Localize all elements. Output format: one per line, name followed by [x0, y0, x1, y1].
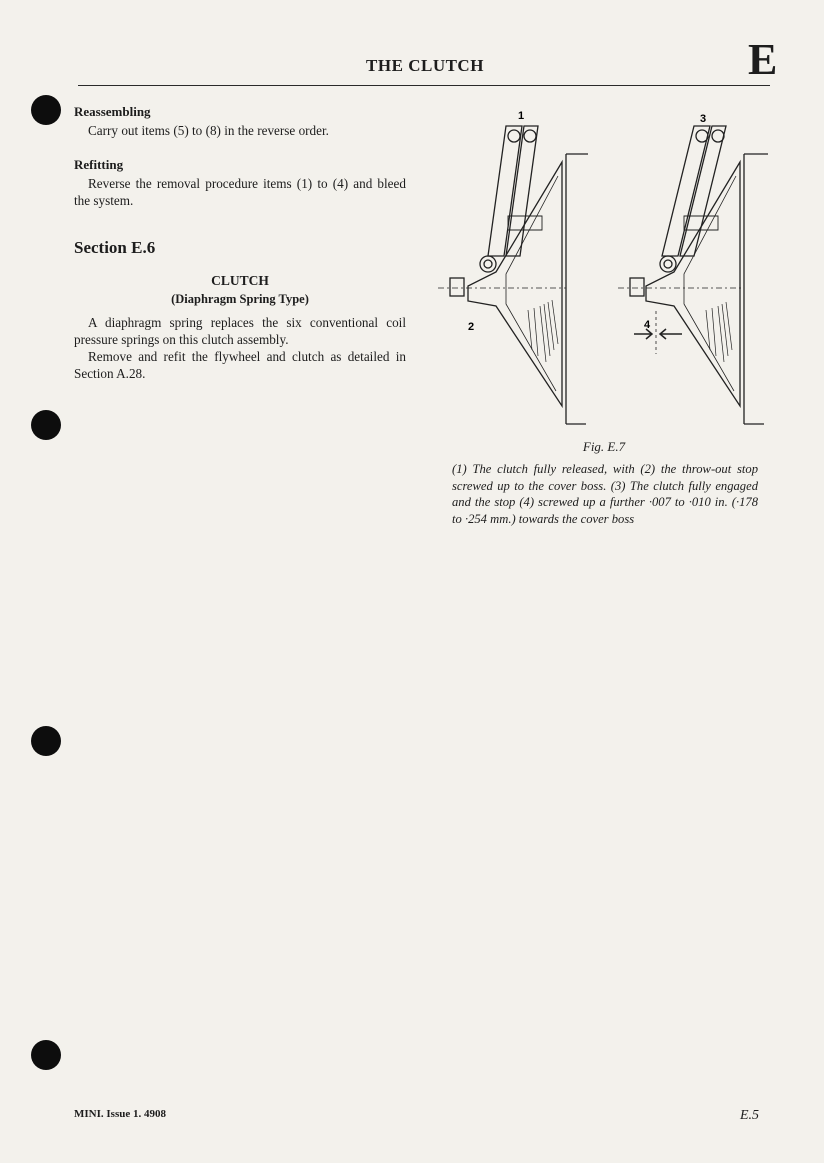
clutch-diagram	[438, 106, 770, 436]
reassembling-block	[74, 103, 406, 139]
figure-label-3: 3	[700, 113, 707, 125]
reassembling-text: Carry out items (5) to (8) in the reverse order.	[88, 123, 329, 138]
figure-label-4: 4	[644, 319, 651, 331]
figure-label-1: 1	[518, 110, 525, 122]
binder-hole	[31, 726, 61, 756]
section-title: CLUTCH	[211, 273, 269, 288]
section-heading: Section E.6	[74, 238, 156, 257]
section-para-1: A diaphragm spring replaces the six conventional coil pressure springs on this clutch assembly.	[74, 315, 406, 347]
binder-hole	[31, 410, 61, 440]
clutch-engaged-drawing	[618, 126, 768, 424]
refitting-text: Reverse the removal procedure items (1) to (4) and bleed the system.	[74, 176, 406, 208]
section-subtitle: (Diaphragm Spring Type)	[171, 292, 309, 306]
figure-caption: Fig. E.7	[582, 439, 626, 454]
clutch-released-drawing	[438, 126, 588, 424]
refitting-heading: Refitting	[74, 157, 124, 172]
figure-description: (1) The clutch fully released, with (2) the throw-out stop screwed up to the cover boss. (3) The clutch fully engaged and the stop (4) screwed up a further ·007 to ·010 in. (·178 to ·254 mm.) towards the cover boss	[452, 462, 758, 526]
page-number: E.5	[740, 1108, 760, 1123]
footer-issue: MINI. Issue 1. 4908	[74, 1108, 166, 1120]
page-title: THE CLUTCH	[366, 56, 484, 75]
refitting-block	[74, 156, 406, 209]
header-rule	[78, 85, 770, 86]
binder-hole	[31, 1040, 61, 1070]
section-e6	[74, 239, 406, 382]
binder-hole	[31, 95, 61, 125]
section-para-2: Remove and refit the flywheel and clutch as detailed in Section A.28.	[74, 349, 406, 381]
figure-label-2: 2	[468, 321, 475, 333]
reassembling-heading: Reassembling	[74, 104, 151, 119]
section-letter: E	[748, 35, 778, 84]
